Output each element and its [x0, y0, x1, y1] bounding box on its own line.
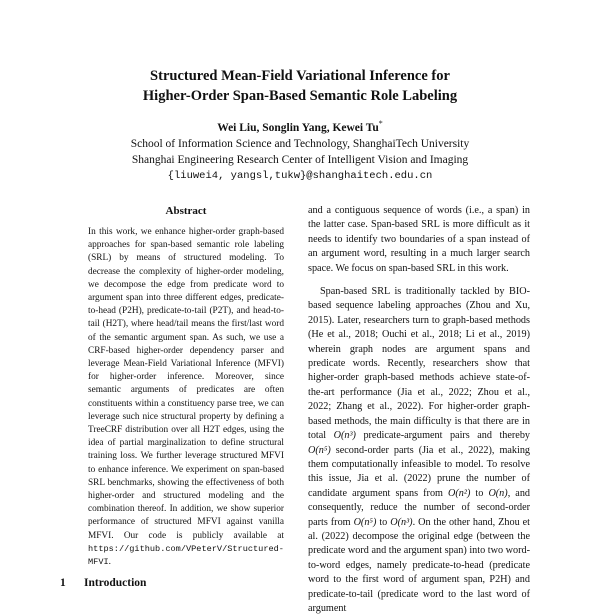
- author-block: [60, 116, 540, 184]
- author-names: [60, 116, 540, 136]
- title-line-2: Higher-Order Span-Based Semantic Role Labeling: [142, 88, 458, 104]
- math-o-n5: O(n⁵): [308, 444, 331, 456]
- paragraph-2-part-a: Span-based SRL is traditionally tackled by BIO-based sequence labeling approaches (Zhou and Xu, 2015). Later, researchers turn to graph-based methods (He et al., 2018; Ouchi et al., 2018; Li et al., 2019) wherein graph nodes are argument spans and predicate words. Recently, researchers show that higher-order graph-based methods achieve state-of-the-art performance (Jia et al., 2022; Zhou et al., 2022; Zhang et al., 2022). For higher-order graph-based methods, the main difficulty is that there are in total: [308, 286, 530, 442]
- math-o-n5-b: O(n⁵): [353, 516, 377, 528]
- author-emails: {liuwei4, yangsl,tukw}@shanghaitech.edu.cn: [167, 169, 433, 182]
- title-line-1: Structured Mean-Field Variational Inference for: [150, 68, 450, 84]
- paragraph-2-part-c: second-order parts (Jia et al., 2022), making them computationally infeasible to model. To resolve this issue, Jia et al. (2022) prune the number of candidate argument spans from: [308, 444, 531, 499]
- paragraph-1: and a contiguous sequence of words (i.e., a span) in the latter case. Span-based SRL is more difficult as it needs to identify two boundaries of a span instead of an argument word, resulting in a much larger search space. We focus on span-based SRL in this work.: [308, 205, 530, 274]
- abstract-text: [88, 226, 284, 569]
- paragraph-2: [308, 285, 530, 616]
- math-o-n3-b: O(n³): [390, 516, 413, 528]
- math-o-n: O(n): [488, 487, 508, 499]
- abstract-heading: Abstract: [165, 205, 207, 217]
- paragraph-2-part-g: . On the other hand, Zhou et al. (2022) decompose the original edge (between the predicate word and the argument span) into two word-to-word edges, namely predicate-to-head (predicate word to the first word of argument span, P2H) and predicate-to-tail (predicate word to the last word of argument: [308, 516, 531, 614]
- corresponding-author-mark: *: [378, 119, 383, 128]
- section-number: 1: [60, 577, 66, 589]
- paragraph-2-part-d: to: [475, 487, 484, 499]
- abstract-end: .: [108, 557, 111, 568]
- math-o-n2: O(n²): [448, 487, 471, 499]
- affiliation-1: School of Information Science and Technology, ShanghaiTech University: [130, 137, 470, 150]
- paragraph-2-part-b: predicate-argument pairs and thereby: [363, 430, 531, 442]
- abstract-body: In this work, we enhance higher-order graph-based approaches for span-based semantic role labeling (SRL) by means of structured modeling. To decrease the complexity of higher-order modeling, we decompose the edge from predicate word to argument span into three different edges, predicate-to-head (P2H), predicate-to-tail (P2T), and head-to-tail (H2T), where head/tail means the first/last word of the semantic argument span. As such, we use a CRF-based higher-order dependency parser and leverage Mean-Field Variational Inference (MFVI) for higher-order inference. Moreover, since semantic arguments of predicates are often constituents within a constituency parse tree, we can leverage such nice structural property by defining a TreeCRF distribution over all H2T edges, using the idea of partial marginalization to define structural training loss. We further leverage structured MFVI to enhance inference. We experiment on span-based SRL benchmarks, showing the effectiveness of both higher-order and structured modeling and the combination thereof. In addition, we show superior performance of structured MFVI against vanilla MFVI. Our code is publicly available at: [88, 227, 284, 541]
- paragraph-2-part-e: , and consequently, reduce the number of second-order parts from: [308, 487, 531, 528]
- affiliation-2: Shanghai Engineering Research Center of Intelligent Vision and Imaging: [131, 153, 469, 166]
- author-list: Wei Liu, Songlin Yang, Kewei Tu: [217, 121, 379, 134]
- section-title: Introduction: [84, 577, 147, 589]
- section-heading-introduction: [60, 577, 146, 589]
- code-url[interactable]: https://github.com/VPeterV/Structured-MFVI: [88, 543, 284, 568]
- paragraph-2-part-f: to: [379, 516, 388, 528]
- paper-title: [60, 66, 540, 106]
- math-o-n3: O(n³): [333, 430, 356, 442]
- right-column: [308, 204, 530, 616]
